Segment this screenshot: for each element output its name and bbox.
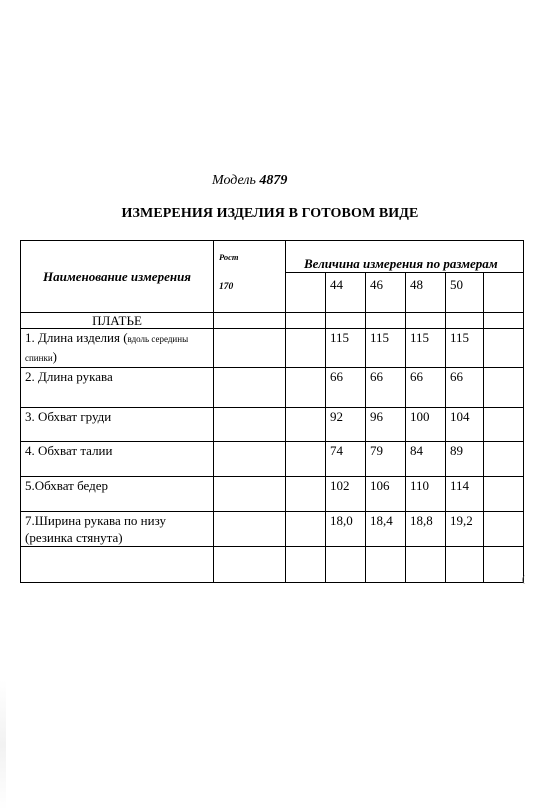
value-cell — [286, 408, 326, 442]
measurements-table — [20, 240, 524, 583]
value-cell — [286, 442, 326, 477]
empty-cell — [406, 547, 446, 583]
table-row — [21, 477, 524, 512]
value-cell — [484, 329, 524, 368]
value-cell: 100 — [406, 408, 446, 442]
value-cell: 74 — [326, 442, 366, 477]
header-values-label: Величина измерения по размерам — [286, 241, 524, 273]
value-cell: 66 — [446, 368, 484, 408]
value-cell: 18,0 — [326, 512, 366, 547]
row-name-note: вдоль середины спинки — [25, 334, 189, 363]
value-cell — [484, 477, 524, 512]
empty-cell — [326, 313, 366, 329]
empty-cell — [446, 313, 484, 329]
value-cell: 84 — [406, 442, 446, 477]
rost-cell — [214, 442, 286, 477]
section-label: ПЛАТЬЕ — [21, 313, 214, 329]
row-name: 7.Ширина рукава по низу (резинка стянута) — [21, 512, 214, 547]
table-row-empty — [21, 547, 524, 583]
value-cell — [286, 512, 326, 547]
rost-cell — [214, 477, 286, 512]
value-cell: 96 — [366, 408, 406, 442]
rost-cell — [214, 408, 286, 442]
size-cell — [286, 273, 326, 313]
rost-value: 170 — [219, 282, 234, 292]
row-name: 4. Обхват талии — [21, 442, 214, 477]
header-rost — [214, 241, 286, 313]
size-cell: 50 — [446, 273, 484, 313]
row-name: 3. Обхват груди — [21, 408, 214, 442]
empty-cell — [214, 313, 286, 329]
empty-cell — [366, 547, 406, 583]
rost-cell — [214, 329, 286, 368]
value-cell — [286, 368, 326, 408]
table-row — [21, 329, 524, 368]
value-cell: 115 — [406, 329, 446, 368]
table-row — [21, 512, 524, 547]
value-cell: 18,4 — [366, 512, 406, 547]
empty-cell — [484, 547, 524, 583]
rost-cell — [214, 512, 286, 547]
empty-cell — [446, 547, 484, 583]
rost-label: Рост — [219, 252, 239, 262]
value-cell: 89 — [446, 442, 484, 477]
row-name: 5.Обхват бедер — [21, 477, 214, 512]
value-cell: 102 — [326, 477, 366, 512]
row-name: 1. Длина изделия (вдоль середины спинки) — [21, 329, 214, 368]
empty-cell — [326, 547, 366, 583]
value-cell: 92 — [326, 408, 366, 442]
edge-mark: ( — [522, 574, 525, 584]
value-cell — [484, 368, 524, 408]
value-cell: 106 — [366, 477, 406, 512]
edge-shadow — [0, 680, 6, 810]
table-row — [21, 442, 524, 477]
model-number: 4879 — [259, 173, 288, 188]
table-row — [21, 368, 524, 408]
size-cell — [484, 273, 524, 313]
size-cell: 46 — [366, 273, 406, 313]
size-cell: 44 — [326, 273, 366, 313]
empty-cell — [21, 547, 214, 583]
empty-cell — [484, 313, 524, 329]
value-cell: 104 — [446, 408, 484, 442]
value-cell: 18,8 — [406, 512, 446, 547]
header-name: Наименование измерения — [21, 241, 214, 313]
value-cell: 66 — [406, 368, 446, 408]
empty-cell — [366, 313, 406, 329]
rost-cell — [214, 368, 286, 408]
value-cell: 110 — [406, 477, 446, 512]
value-cell — [484, 408, 524, 442]
value-cell — [286, 477, 326, 512]
value-cell — [286, 329, 326, 368]
value-cell: 115 — [366, 329, 406, 368]
empty-cell — [406, 313, 446, 329]
table-row — [21, 408, 524, 442]
value-cell: 114 — [446, 477, 484, 512]
row-name: 2. Длина рукава — [21, 368, 214, 408]
value-cell — [484, 442, 524, 477]
value-cell: 66 — [326, 368, 366, 408]
model-label: Модель 4879 — [212, 173, 288, 188]
empty-cell — [214, 547, 286, 583]
size-cell: 48 — [406, 273, 446, 313]
value-cell: 115 — [446, 329, 484, 368]
value-cell: 115 — [326, 329, 366, 368]
value-cell: 19,2 — [446, 512, 484, 547]
value-cell: 79 — [366, 442, 406, 477]
empty-cell — [286, 547, 326, 583]
value-cell — [484, 512, 524, 547]
value-cell: 66 — [366, 368, 406, 408]
page-title: ИЗМЕРЕНИЯ ИЗДЕЛИЯ В ГОТОВОМ ВИДЕ — [121, 206, 419, 221]
empty-cell — [286, 313, 326, 329]
